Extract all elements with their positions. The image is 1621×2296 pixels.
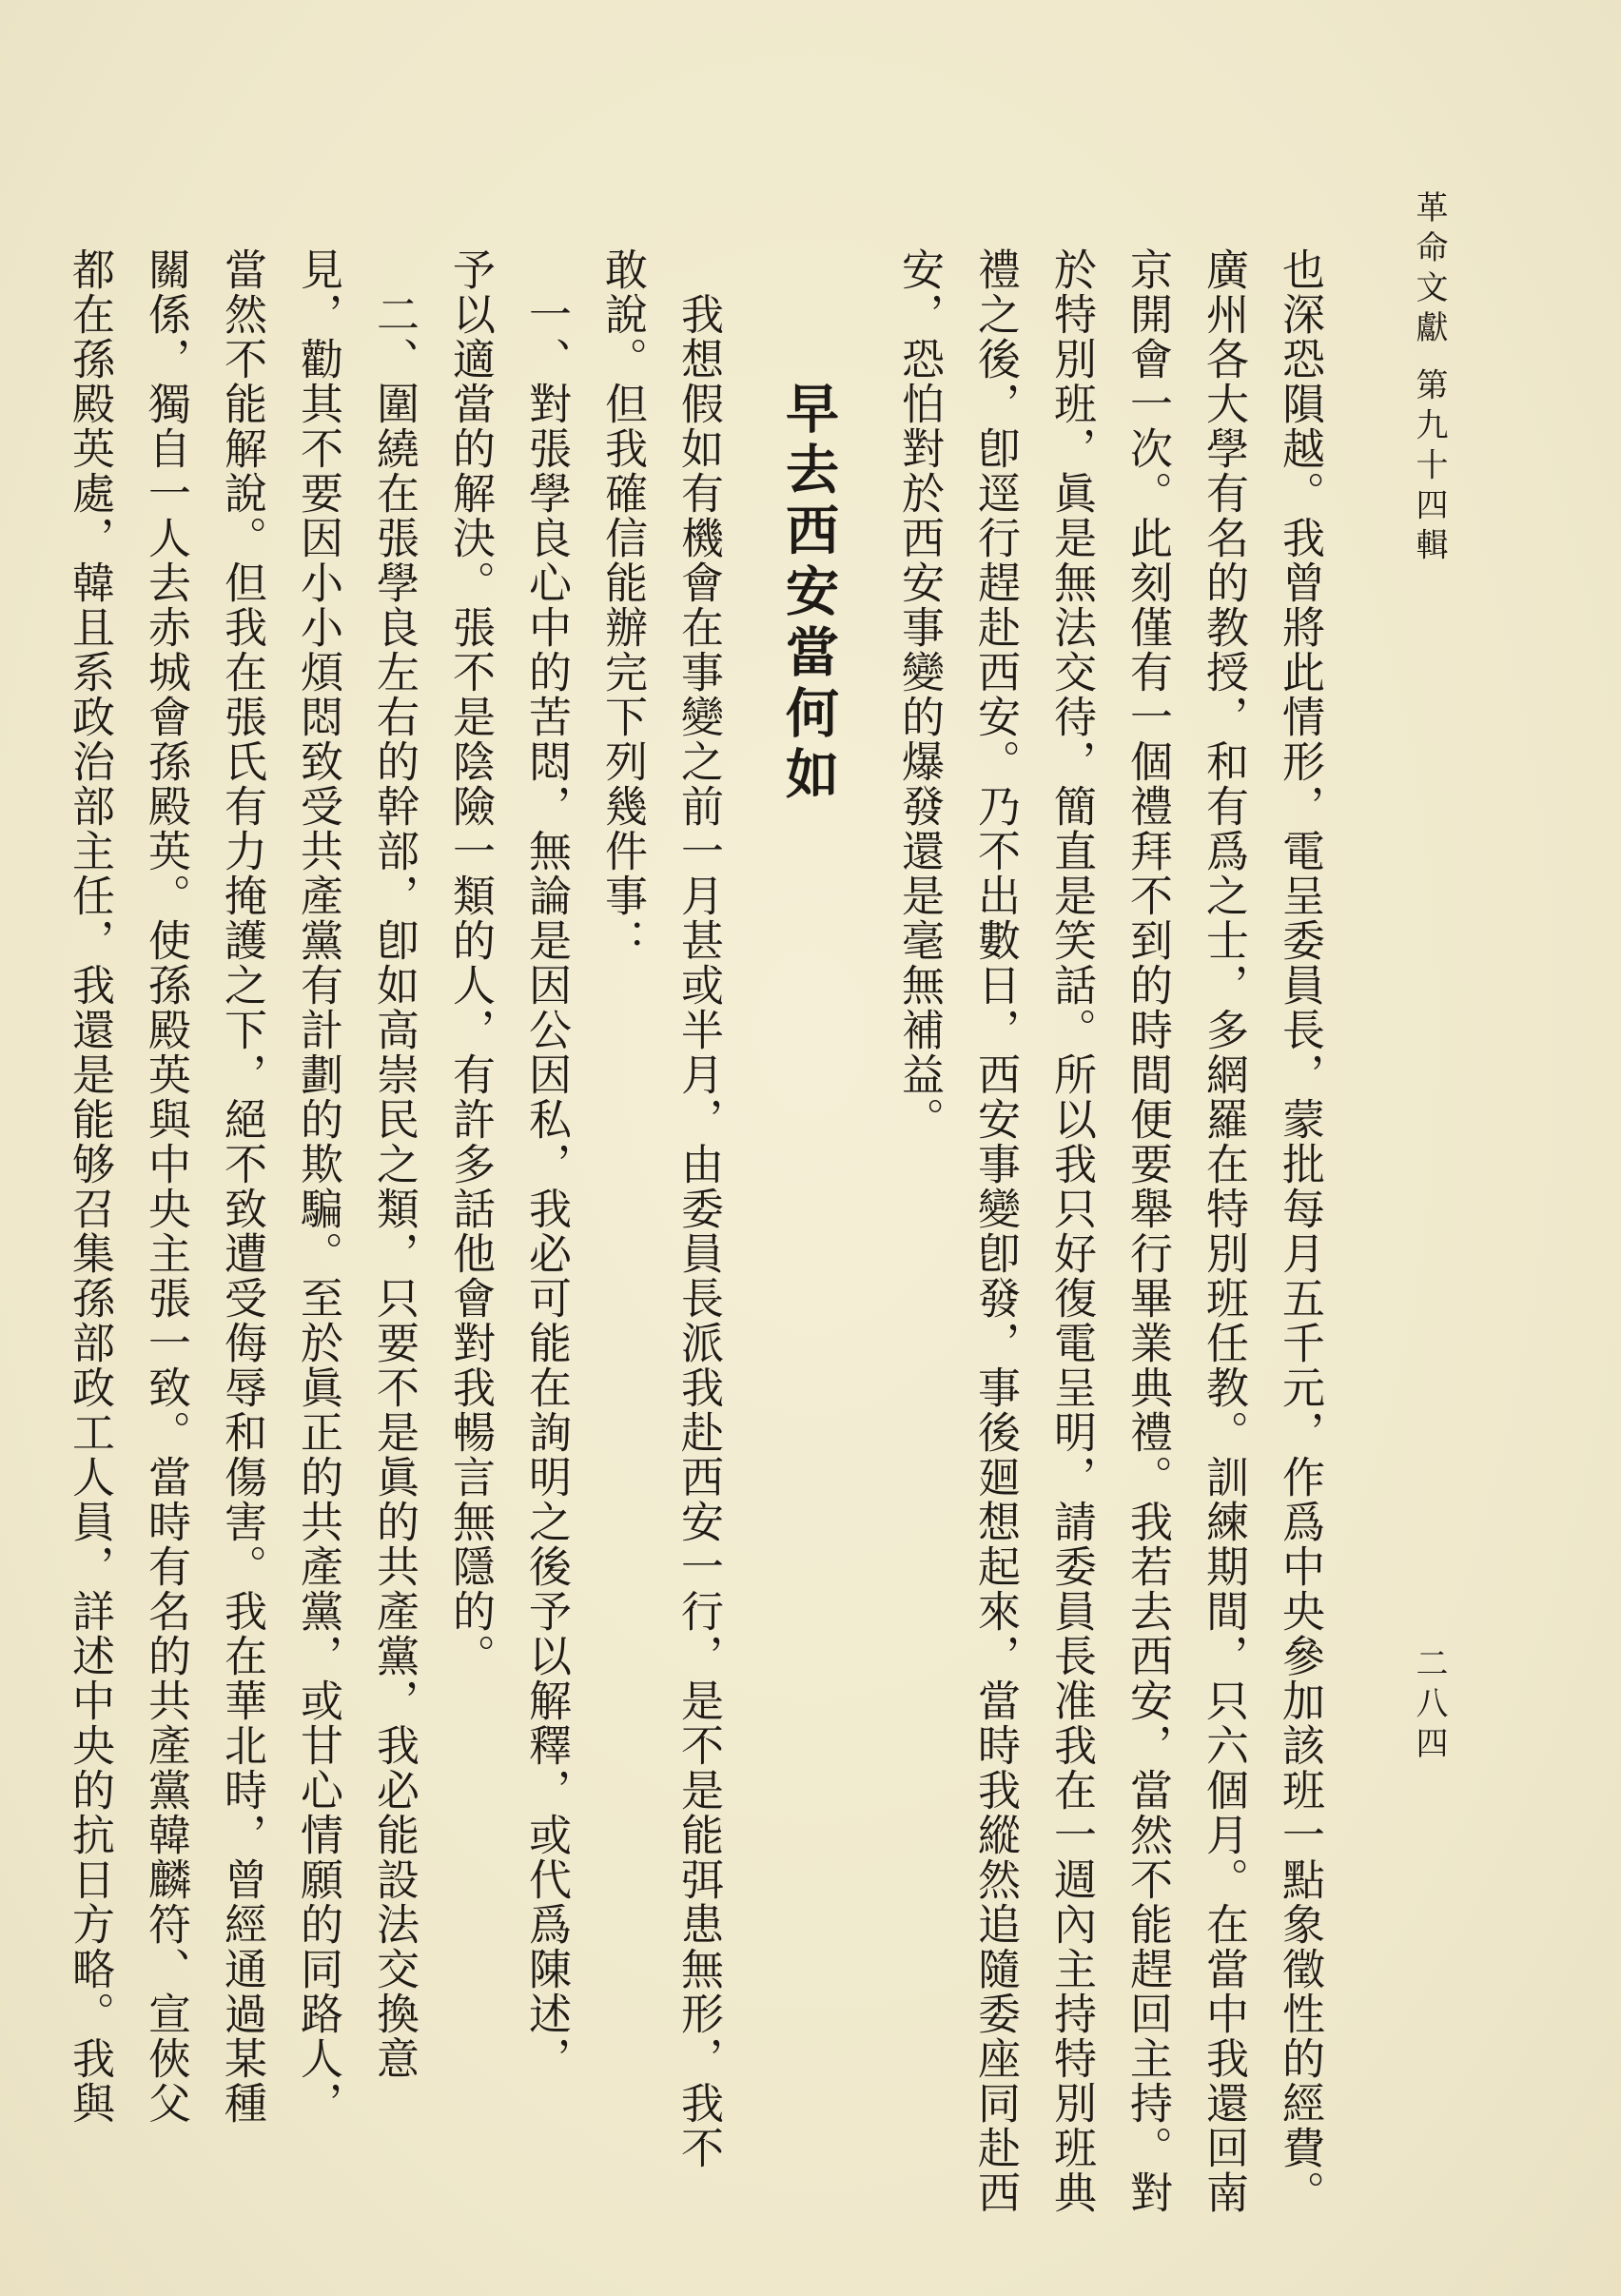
text-column: 於特別班，眞是無法交待，簡直是笑話。所以我只好復電呈明，請委員長准我在一週內主持特別班典 [1046,247,1097,2215]
text-column: 關係，獨自一人去赤城會孫殿英。使孫殿英與中央主張一致。當時有名的共產黨韓麟符、宣俠父 [141,247,191,2126]
body-text [51,247,1338,2215]
text-column: 京開會一次。此刻僅有一個禮拜不到的時間便要舉行畢業典禮。我若去西安，當然不能趕回主持。對 [1123,247,1173,2215]
text-column: 一、對張學良心中的苦悶，無論是因公因私，我必可能在詢明之後予以解釋，或代爲陳述， [521,247,572,2081]
page-number: 二八四 [1410,1646,1448,1766]
text-column: 禮之後，卽逕行趕赴西安。乃不出數日，西安事變卽發，事後廻想起來，當時我縱然追隨委座同赴西 [970,247,1021,2215]
text-column: 當然不能解說。但我在張氏有力掩護之下，絕不致遭受侮辱和傷害。我在華北時，曾經通過某種 [217,247,267,2126]
text-column: 廣州各大學有名的教授，和有爲之士，多網羅在特別班任教。訓練期間，只六個月。在當中我還回南 [1199,247,1249,2215]
text-column: 安，恐怕對於西安事變的爆發還是毫無補益。 [894,247,945,1142]
text-column: 我想假如有機會在事變之前一月甚或半月，由委員長派我赴西安一行，是不是能弭患無形，我不 [674,247,724,2170]
text-column: 二、圍繞在張學良左右的幹部，卽如高崇民之類，只要不是眞的共產黨，我必能設法交換意 [369,247,420,2081]
text-column: 敢說。但我確信能辦完下列幾件事： [597,247,648,963]
text-column: 予以適當的解決。張不是陰險一類的人，有許多話他會對我暢言無隱的。 [445,247,496,1678]
text-column: 見，勸其不要因小小煩悶致受共產黨有計劃的欺騙。至於眞正的共產黨，或甘心情願的同路人， [293,247,343,2126]
book-title: 革命文獻 第九十四輯 [1410,190,1448,568]
text-column: 都在孫殿英處，韓且系政治部主任，我還是能够召集孫部政工人員，詳述中央的抗日方略。我與 [65,247,115,2126]
section-title: 早去西安當何如 [777,381,840,807]
text-column: 也深恐隕越。我曾將此情形，電呈委員長，蒙批每月五千元，作爲中央參加該班一點象徵性的經費。 [1275,247,1325,2215]
